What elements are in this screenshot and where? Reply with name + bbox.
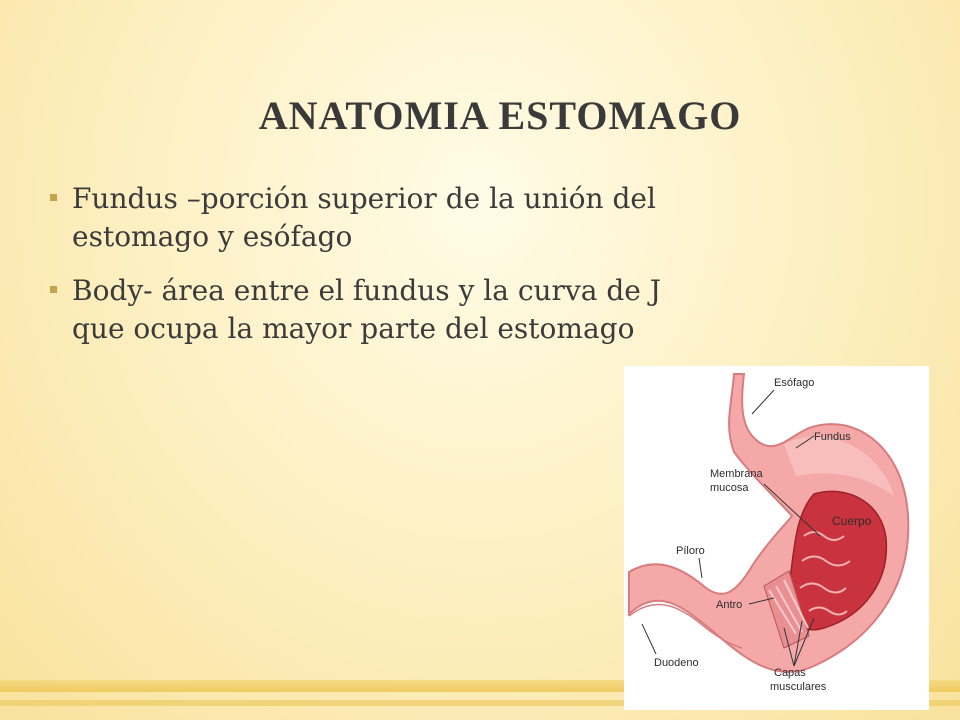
bullet-text-line: Fundus –porción superior de la unión del <box>72 182 656 215</box>
bullet-fundus <box>44 180 804 256</box>
stomach-anatomy-figure <box>624 366 929 710</box>
stomach-illustration <box>624 366 929 710</box>
label-piloro: Píloro <box>676 545 705 557</box>
bullet-text-line: que ocupa la mayor parte del estomago <box>72 312 635 345</box>
label-duodeno: Duodeno <box>654 657 699 669</box>
label-cuerpo: Cuerpo <box>832 514 872 528</box>
slide-title: ANATOMIA ESTOMAGO <box>258 93 742 138</box>
bullet-body <box>44 272 804 348</box>
bullet-list <box>44 180 804 364</box>
label-capas: Capas <box>774 667 806 679</box>
label-mucosa: mucosa <box>710 482 749 494</box>
label-esofago: Esófago <box>774 377 815 389</box>
label-membrana: Membrana <box>710 468 763 480</box>
label-musculares: musculares <box>770 681 827 693</box>
bullet-square-icon <box>50 194 57 201</box>
label-antro: Antro <box>716 599 743 611</box>
bullet-text-line: Body- área entre el fundus y la curva de J <box>72 274 661 307</box>
label-fundus: Fundus <box>814 431 851 443</box>
bullet-text-line: estomago y esófago <box>72 220 353 253</box>
bullet-square-icon <box>50 286 57 293</box>
